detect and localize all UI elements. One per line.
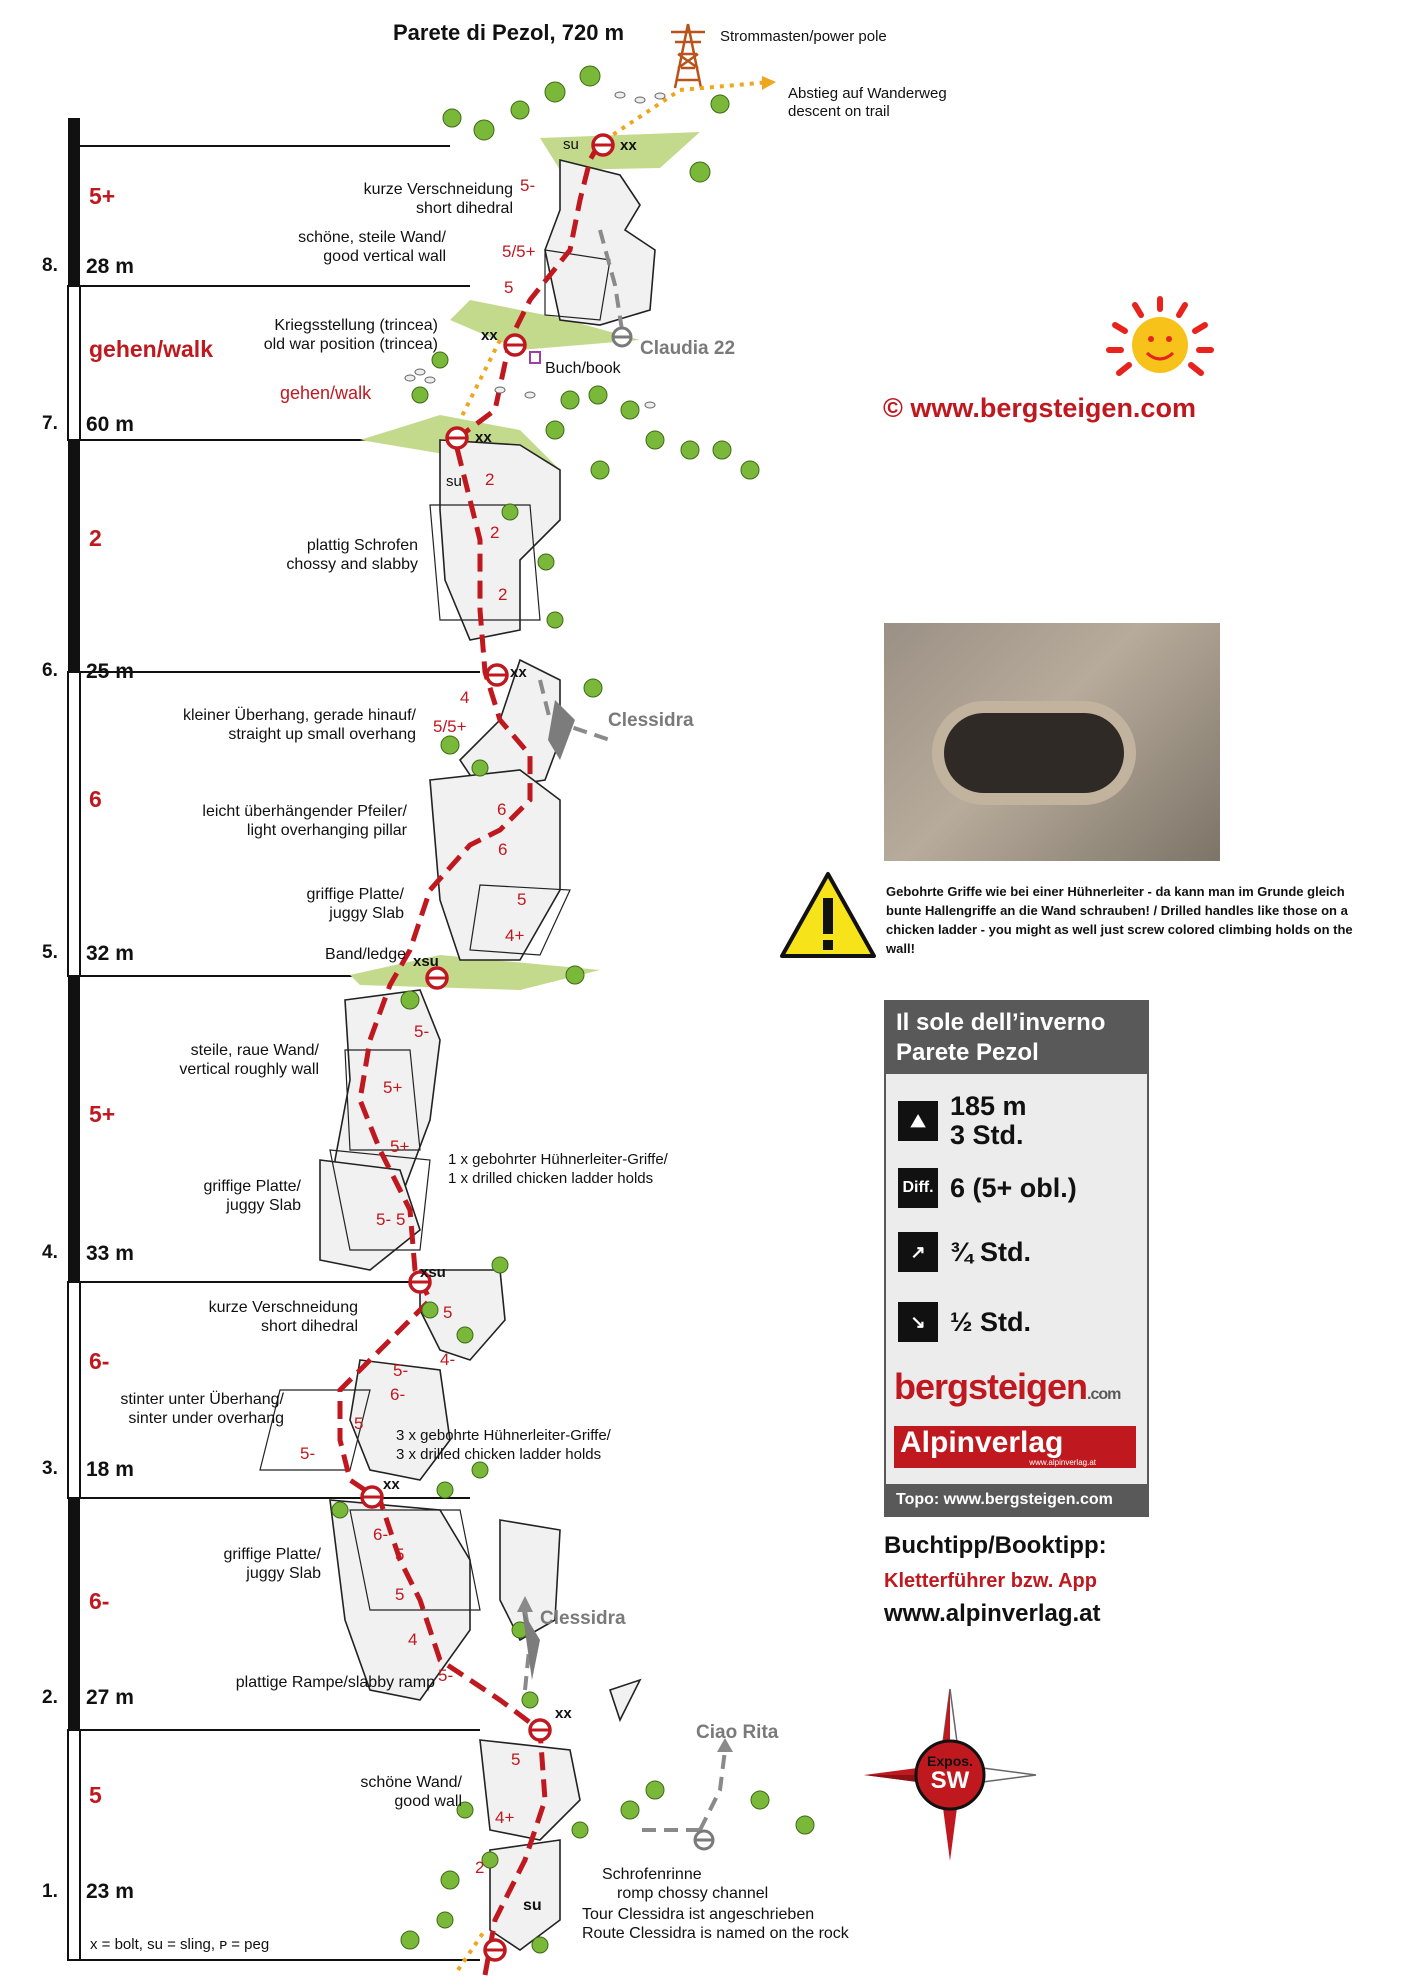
- annot-juggy-1: griffige Platte/ juggy Slab: [306, 886, 404, 922]
- route-grade: 2: [490, 523, 500, 542]
- route-grade: 6: [497, 800, 507, 819]
- topo-credit: Topo: www.bergsteigen.com: [886, 1484, 1147, 1515]
- annot-short-dihedral-top: kurze Verschneidung short dihedral: [363, 181, 513, 217]
- power-pole-label: Strommasten/power pole: [720, 28, 887, 45]
- pitch-2-number: 2.: [42, 1687, 58, 1708]
- copyright: © www.bergsteigen.com: [883, 393, 1196, 423]
- compass-label: Expos. SW: [927, 1753, 973, 1794]
- route-grade: 5: [517, 890, 527, 909]
- belay-label: su: [523, 1897, 542, 1914]
- alpinverlag-logo: Alpinverlag www.alpinverlag.at: [894, 1426, 1136, 1468]
- pitch-8-grade: 5+: [89, 183, 116, 209]
- book-url: www.alpinverlag.at: [884, 1600, 1101, 1627]
- belay-label: xx: [481, 327, 498, 344]
- route-grade: 5-: [300, 1444, 316, 1463]
- info-title: Il sole dell’inverno Parete Pezol: [886, 1002, 1147, 1074]
- route-grade: 2: [475, 1858, 485, 1877]
- route-grade: 5: [443, 1303, 453, 1322]
- annot-drilled-3: 3 x gebohrte Hühnerleiter-Griffe/ 3 x drilled chicken ladder holds: [396, 1427, 611, 1463]
- scale-bar: [68, 118, 80, 1960]
- route-grade: 5: [395, 1545, 405, 1564]
- pitch-4-number: 4.: [42, 1242, 58, 1263]
- approach-icon: ↗: [898, 1232, 938, 1272]
- annot-chossy: plattig Schrofen chossy and slabby: [286, 537, 418, 573]
- route-grade: 5-: [393, 1361, 409, 1380]
- warning-text: Gebohrte Griffe wie bei einer Hühnerleiter - da kann man im Grunde gleich bunte Hallengriffe an die Wand schrauben! / Drilled handles like those on a chicken ladder - you might as well just screw colored climbing holds on the wall!: [886, 884, 1353, 956]
- pitch-7-length: 60 m: [86, 413, 134, 436]
- annot-overhang: kleiner Überhang, gerade hinauf/ straight up small overhang: [182, 707, 416, 743]
- route-grade: 4: [460, 688, 470, 707]
- route-grade: 4+: [495, 1808, 515, 1827]
- annot-vertical-wall-top: schöne, steile Wand/ good vertical wall: [298, 229, 446, 265]
- descent-icon: ↘: [898, 1302, 938, 1342]
- route-grade: 5-: [376, 1210, 392, 1229]
- route-name-clessidra-lower: Clessidra: [540, 1608, 626, 1629]
- annot-rough-wall: steile, raue Wand/ vertical roughly wall: [179, 1042, 319, 1078]
- pitch-8-number: 8.: [42, 255, 58, 276]
- descent-label-en: descent on trail: [788, 103, 890, 120]
- route-grade: 5+: [383, 1078, 403, 1097]
- pitch-6-grade: 2: [89, 525, 102, 551]
- pitch-5-number: 5.: [42, 942, 58, 963]
- route-grade: 5/5+: [433, 717, 467, 736]
- pitch-4-length: 33 m: [86, 1242, 134, 1265]
- difficulty-icon: Diff.: [898, 1168, 938, 1208]
- rock-photo: [884, 623, 1220, 861]
- pitch-2-length: 27 m: [86, 1686, 134, 1709]
- annot-walk: gehen/walk: [280, 383, 372, 403]
- sun-icon: [1105, 295, 1215, 385]
- climber-icon: ⛰: [898, 1101, 938, 1141]
- route-grade: 5-: [414, 1022, 430, 1041]
- belay-label: su: [446, 473, 462, 490]
- route-grade: 5-: [438, 1666, 454, 1685]
- belay-label: xx: [620, 137, 637, 154]
- route-grade: 2: [498, 585, 508, 604]
- annot-pillar: leicht überhängender Pfeiler/ light overhanging pillar: [202, 803, 407, 839]
- info-diff-row: Diff. 6 (5+ obl.): [898, 1168, 1077, 1208]
- belay-label: xx: [510, 664, 527, 681]
- legend: x = bolt, su = sling, ᴘ = peg: [90, 1936, 270, 1953]
- pitch-6-number: 6.: [42, 660, 58, 681]
- pitch-7-grade: gehen/walk: [89, 336, 213, 362]
- route-grade: 4+: [505, 926, 525, 945]
- route-grade: 5: [354, 1414, 364, 1433]
- topo-title: Parete di Pezol, 720 m: [393, 20, 625, 45]
- route-name-clessidra-upper: Clessidra: [608, 710, 694, 731]
- pitch-7-number: 7.: [42, 413, 58, 434]
- route-grade: 5: [511, 1750, 521, 1769]
- annot-sinter: stinter unter Überhang/ sinter under overhang: [120, 1391, 284, 1427]
- belay-label: xx: [383, 1476, 400, 1493]
- belay-label: su: [563, 136, 579, 153]
- belay-label: xsu: [420, 1264, 446, 1281]
- info-descent-row: ↘ ½ Std.: [898, 1302, 1031, 1342]
- pitch-6-length: 25 m: [86, 660, 134, 683]
- book-heading: Buchtipp/Booktipp:: [884, 1532, 1107, 1559]
- route-grade: 6-: [390, 1385, 406, 1404]
- route-grade: 5-: [520, 176, 536, 195]
- route-name-claudia: Claudia 22: [640, 338, 736, 359]
- annot-ledge: Band/ledge: [325, 946, 406, 963]
- info-length-row: ⛰ 185 m 3 Std.: [898, 1092, 1027, 1150]
- book-icon: [530, 352, 540, 363]
- route-grade: 2: [485, 470, 495, 489]
- pitch-3-grade: 6-: [89, 1348, 110, 1374]
- route-grade: 5: [504, 278, 514, 297]
- annot-war-position: Kriegsstellung (trincea) old war position (trincea): [263, 317, 438, 353]
- annot-juggy-3: griffige Platte/ juggy Slab: [223, 1546, 321, 1582]
- pitch-2-grade: 6-: [89, 1588, 110, 1614]
- bergsteigen-logo: bergsteigen.com: [894, 1366, 1121, 1407]
- route-grade: 5: [395, 1585, 405, 1604]
- belay-label: xsu: [413, 953, 439, 970]
- annot-drilled-1: 1 x gebohrter Hühnerleiter-Griffe/ 1 x drilled chicken ladder holds: [448, 1151, 668, 1187]
- route-grade: 6-: [373, 1525, 389, 1544]
- pitch-8-length: 28 m: [86, 255, 134, 278]
- belay-label: xx: [475, 429, 492, 446]
- annot-nice-wall: schöne Wand/ good wall: [360, 1774, 462, 1810]
- warning-icon: [778, 870, 878, 960]
- annot-book: Buch/book: [545, 360, 621, 377]
- info-approach-row: ↗ ¾ Std.: [898, 1232, 1031, 1272]
- route-info-box: [884, 1000, 1149, 1517]
- route-grade: 6: [498, 840, 508, 859]
- pitch-3-length: 18 m: [86, 1458, 134, 1481]
- belay-label: xx: [555, 1705, 572, 1722]
- pitch-4-grade: 5+: [89, 1101, 116, 1127]
- book-sub: Kletterführer bzw. App: [884, 1570, 1097, 1592]
- route-grade: 5: [396, 1210, 406, 1229]
- route-grade: 4: [408, 1630, 418, 1649]
- route-grade: 5+: [390, 1137, 410, 1156]
- annot-slabby-ramp: plattige Rampe/slabby ramp: [235, 1674, 435, 1691]
- pitch-1-grade: 5: [89, 1782, 102, 1808]
- pitch-5-grade: 6: [89, 786, 102, 812]
- annot-clessidra-rock: Tour Clessidra ist angeschrieben Route Clessidra is named on the rock: [582, 1906, 849, 1942]
- pitch-1-length: 23 m: [86, 1880, 134, 1903]
- pitch-3-number: 3.: [42, 1458, 58, 1479]
- annot-juggy-2: griffige Platte/ juggy Slab: [203, 1178, 301, 1214]
- pitch-1-number: 1.: [42, 1881, 58, 1902]
- annot-short-dihedral-mid: kurze Verschneidung short dihedral: [208, 1299, 358, 1335]
- descent-label-de: Abstieg auf Wanderweg: [788, 85, 947, 102]
- route-grade: 5/5+: [502, 242, 536, 261]
- route-grade: 4-: [440, 1350, 456, 1369]
- pitch-5-length: 32 m: [86, 942, 134, 965]
- annot-gully: Schrofenrinne romp chossy channel: [602, 1866, 769, 1902]
- route-name-ciao-rita: Ciao Rita: [696, 1722, 779, 1743]
